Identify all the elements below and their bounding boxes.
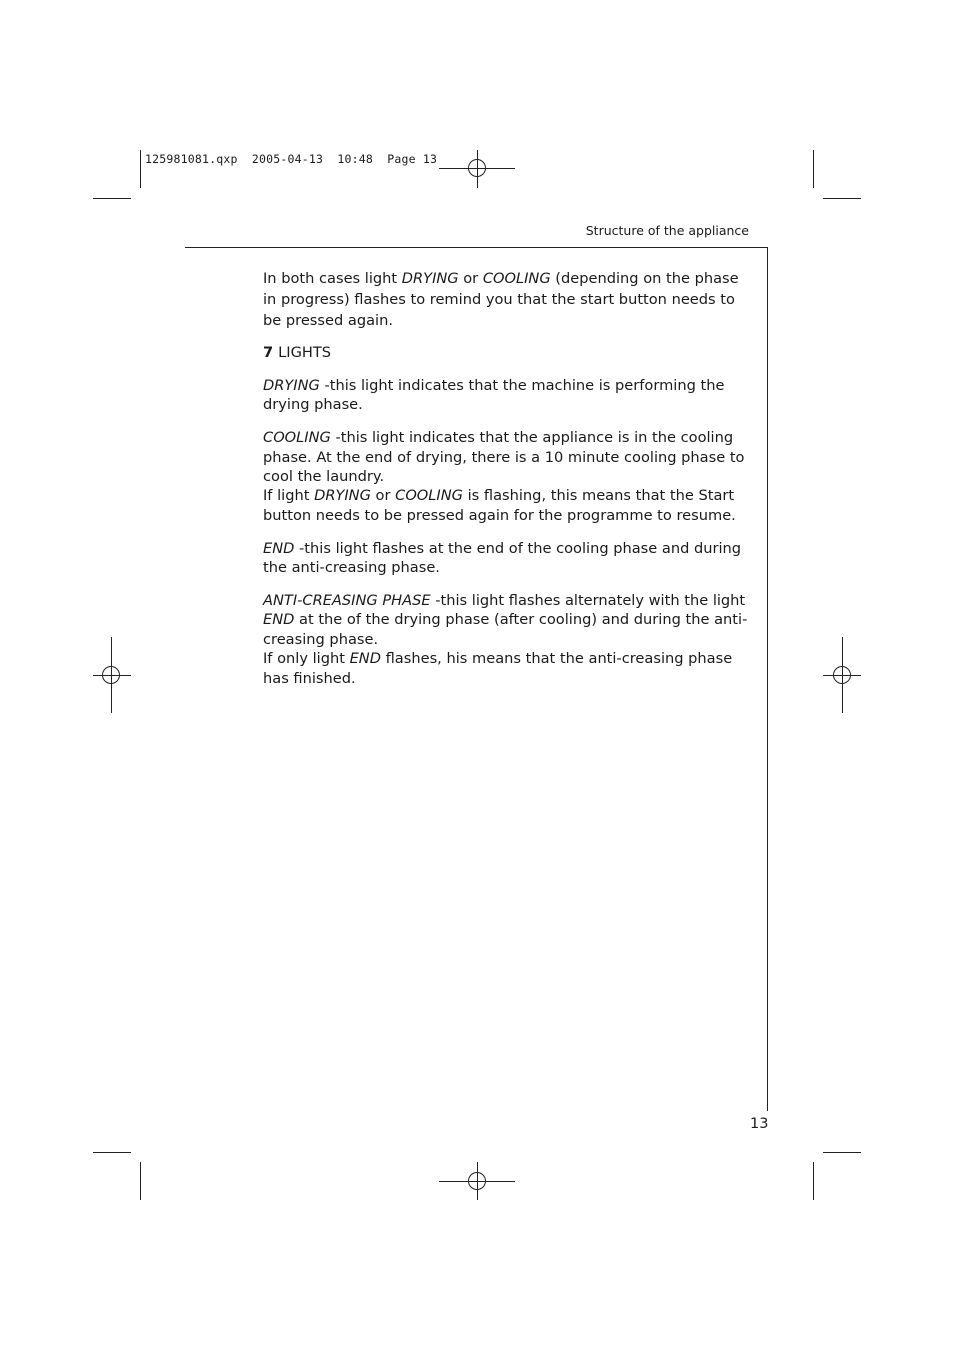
crop-mark — [813, 150, 814, 188]
file-slug: 125981081.qxp 2005-04-13 10:48 Page 13 — [145, 152, 438, 166]
end-light-description: END -this light flashes at the end of the cooling phase and during the anti-creasing phase. — [263, 539, 742, 577]
drying-light-description: DRYING -this light indicates that the machine is performing the drying phase. — [263, 376, 725, 414]
crop-mark — [93, 198, 131, 199]
page-number: 13 — [750, 1116, 769, 1132]
header-rule — [185, 247, 768, 248]
right-margin-rule — [767, 247, 768, 1111]
section-title: LIGHTS — [278, 344, 332, 361]
intro-paragraph: In both cases light DRYING or COOLING (depending on the phase in progress) flashes to remind you that the start button needs to be pressed again. — [263, 270, 739, 329]
section-number: 7 — [263, 344, 274, 361]
crop-mark — [140, 150, 141, 188]
section-heading — [263, 343, 753, 362]
anti-creasing-light-description: ANTI-CREASING PHASE -this light flashes alternately with the light END at the of the drying phase (after cooling) and during the anti-creasing phase. If only light END flashes, his means that the anti-creasing phase has finished. — [263, 592, 748, 687]
crop-mark — [93, 1152, 131, 1153]
crop-mark — [823, 198, 861, 199]
crop-mark — [823, 1152, 861, 1153]
crop-mark — [813, 1162, 814, 1200]
running-head: Structure of the appliance — [585, 223, 749, 238]
page-content — [263, 268, 753, 702]
crop-mark — [140, 1162, 141, 1200]
cooling-light-description: COOLING -this light indicates that the appliance is in the cooling phase. At the end of drying, there is a 10 minute cooling phase to cool the laundry. If light DRYING or COOLING is flashing, this means that the Start button needs to be pressed again for the programme to resume. — [263, 429, 745, 524]
